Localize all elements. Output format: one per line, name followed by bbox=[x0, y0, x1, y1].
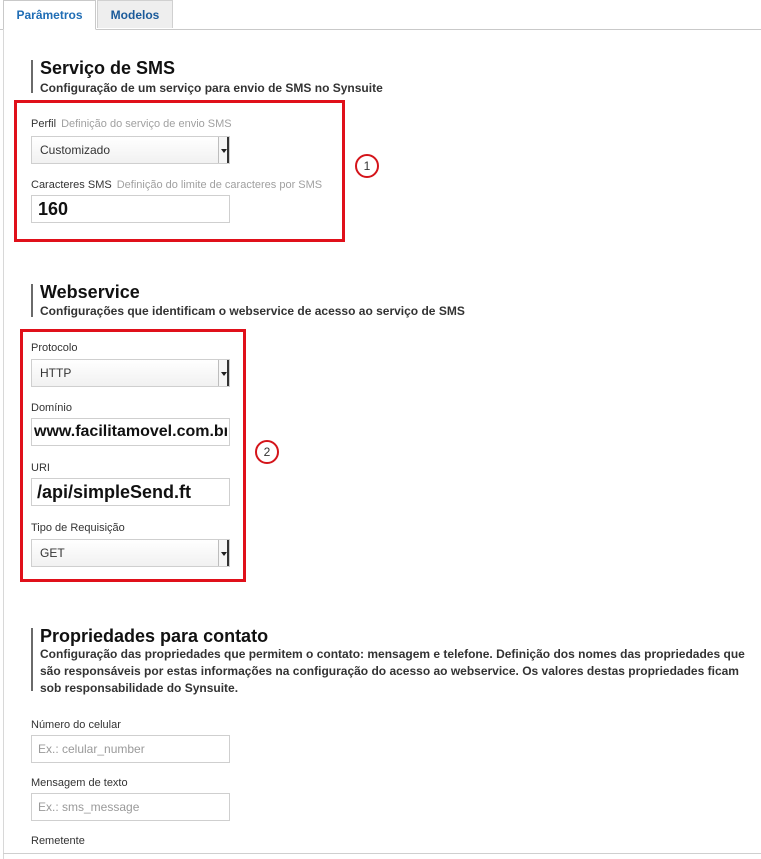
bottom-divider bbox=[3, 853, 761, 854]
remetente-label: Remetente bbox=[31, 835, 85, 847]
perfil-label: Perfil Definição do serviço de envio SMS bbox=[31, 118, 232, 130]
caracteres-label: Caracteres SMS Definição do limite de caracteres por SMS bbox=[31, 179, 323, 191]
tipo-requisicao-select-value: GET bbox=[40, 546, 65, 560]
annotation-marker-1: 1 bbox=[355, 154, 379, 178]
section-bar bbox=[31, 628, 33, 691]
mensagem-label: Mensagem de texto bbox=[31, 777, 128, 789]
section-desc-webservice: Configurações que identificam o webservice de acesso ao serviço de SMS bbox=[40, 304, 465, 318]
mensagem-input[interactable] bbox=[31, 793, 230, 821]
section-title-contato: Propriedades para contato bbox=[40, 626, 269, 646]
section-desc-line-3: sob responsabilidade do Synsuite. bbox=[40, 681, 239, 695]
tab-modelos[interactable]: Modelos bbox=[97, 0, 173, 28]
annotation-box-1 bbox=[14, 100, 345, 242]
annotation-box-2 bbox=[20, 329, 246, 582]
annotation-marker-2: 2 bbox=[255, 440, 279, 464]
celular-label: Número do celular bbox=[31, 719, 121, 731]
section-bar bbox=[31, 60, 33, 93]
tab-parametros[interactable]: Parâmetros bbox=[3, 0, 96, 30]
perfil-select-value: Customizado bbox=[40, 143, 111, 157]
celular-input[interactable] bbox=[31, 735, 230, 763]
section-title-sms: Serviço de SMS bbox=[40, 58, 176, 78]
caracteres-hint: Definição do limite de caracteres por SMS bbox=[116, 179, 323, 191]
tipo-requisicao-label: Tipo de Requisição bbox=[31, 522, 125, 534]
protocolo-label: Protocolo bbox=[31, 342, 78, 354]
dominio-label: Domínio bbox=[31, 402, 72, 414]
section-desc-line-2: são responsáveis por estas informações na configuração do acesso ao webservice. Os valores destas propriedades ficam bbox=[40, 664, 739, 678]
section-desc-sms: Configuração de um serviço para envio de SMS no Synsuite bbox=[40, 81, 383, 95]
protocolo-select-value: HTTP bbox=[40, 366, 72, 380]
section-bar bbox=[31, 284, 33, 317]
content-border bbox=[3, 29, 4, 859]
section-title-webservice: Webservice bbox=[40, 282, 140, 302]
uri-label: URI bbox=[31, 462, 50, 474]
tab-bar bbox=[0, 0, 761, 30]
section-desc-line-1: Configuração das propriedades que permitem o contato: mensagem e telefone. Definição dos nomes das propriedades que bbox=[40, 647, 745, 661]
perfil-hint: Definição do serviço de envio SMS bbox=[61, 118, 232, 130]
